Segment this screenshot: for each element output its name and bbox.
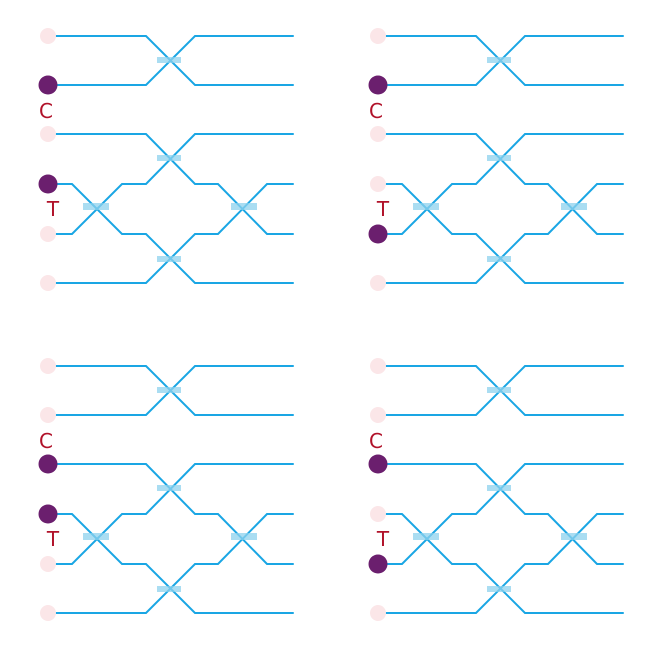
input-port-4-active (39, 505, 58, 524)
input-port-4 (370, 506, 386, 522)
coupler-5 (231, 203, 257, 210)
input-port-6 (370, 275, 386, 291)
coupler-3 (487, 586, 511, 592)
coupler-4 (83, 203, 109, 210)
control-label: C (39, 429, 53, 453)
coupler-2 (157, 155, 181, 161)
coupler-1 (487, 387, 511, 393)
input-port-2-active (369, 76, 388, 95)
coupler-2 (157, 485, 181, 491)
coupler-5 (561, 203, 587, 210)
waveguide-3 (48, 134, 293, 234)
coupler-1 (157, 387, 181, 393)
input-port-1 (40, 28, 56, 44)
input-port-3 (370, 126, 386, 142)
waveguide-4 (48, 514, 293, 613)
input-port-5 (40, 226, 56, 242)
waveguide-6 (48, 514, 293, 613)
input-port-3-active (369, 455, 388, 474)
input-port-1 (370, 358, 386, 374)
input-port-6 (40, 605, 56, 621)
waveguide-4 (378, 514, 623, 613)
target-label: T (46, 197, 60, 221)
waveguide-5 (378, 134, 623, 234)
coupler-2 (487, 155, 511, 161)
waveguide-5 (378, 464, 623, 564)
target-label: T (376, 197, 390, 221)
control-label: C (39, 99, 53, 123)
waveguide-3 (48, 464, 293, 564)
coupler-5 (231, 533, 257, 540)
input-port-5-active (369, 225, 388, 244)
input-port-5 (40, 556, 56, 572)
waveguide-4 (48, 184, 293, 283)
waveguide-5 (48, 134, 293, 234)
input-port-6 (40, 275, 56, 291)
waveguide-6 (378, 514, 623, 613)
input-port-3-active (39, 455, 58, 474)
waveguide-6 (378, 184, 623, 283)
input-port-2 (370, 407, 386, 423)
input-port-5-active (369, 555, 388, 574)
waveguide-3 (378, 134, 623, 234)
control-label: C (369, 429, 383, 453)
panel-bottom-right (369, 358, 624, 621)
input-port-3 (40, 126, 56, 142)
target-label: T (46, 527, 60, 551)
coupler-3 (487, 256, 511, 262)
coupler-3 (157, 256, 181, 262)
control-label: C (369, 99, 383, 123)
coupler-1 (157, 57, 181, 63)
input-port-2-active (39, 76, 58, 95)
coupler-1 (487, 57, 511, 63)
coupler-4 (413, 533, 439, 540)
panel-top-right (369, 28, 624, 291)
coupler-4 (83, 533, 109, 540)
input-port-1 (40, 358, 56, 374)
waveguide-5 (48, 464, 293, 564)
input-port-2 (40, 407, 56, 423)
input-port-4 (370, 176, 386, 192)
waveguide-4 (378, 184, 623, 283)
waveguide-3 (378, 464, 623, 564)
panel-bottom-left (39, 358, 294, 621)
coupler-4 (413, 203, 439, 210)
coupler-2 (487, 485, 511, 491)
coupler-3 (157, 586, 181, 592)
panel-top-left (39, 28, 294, 291)
waveguide-6 (48, 184, 293, 283)
input-port-4-active (39, 175, 58, 194)
input-port-6 (370, 605, 386, 621)
coupler-5 (561, 533, 587, 540)
input-port-1 (370, 28, 386, 44)
target-label: T (376, 527, 390, 551)
